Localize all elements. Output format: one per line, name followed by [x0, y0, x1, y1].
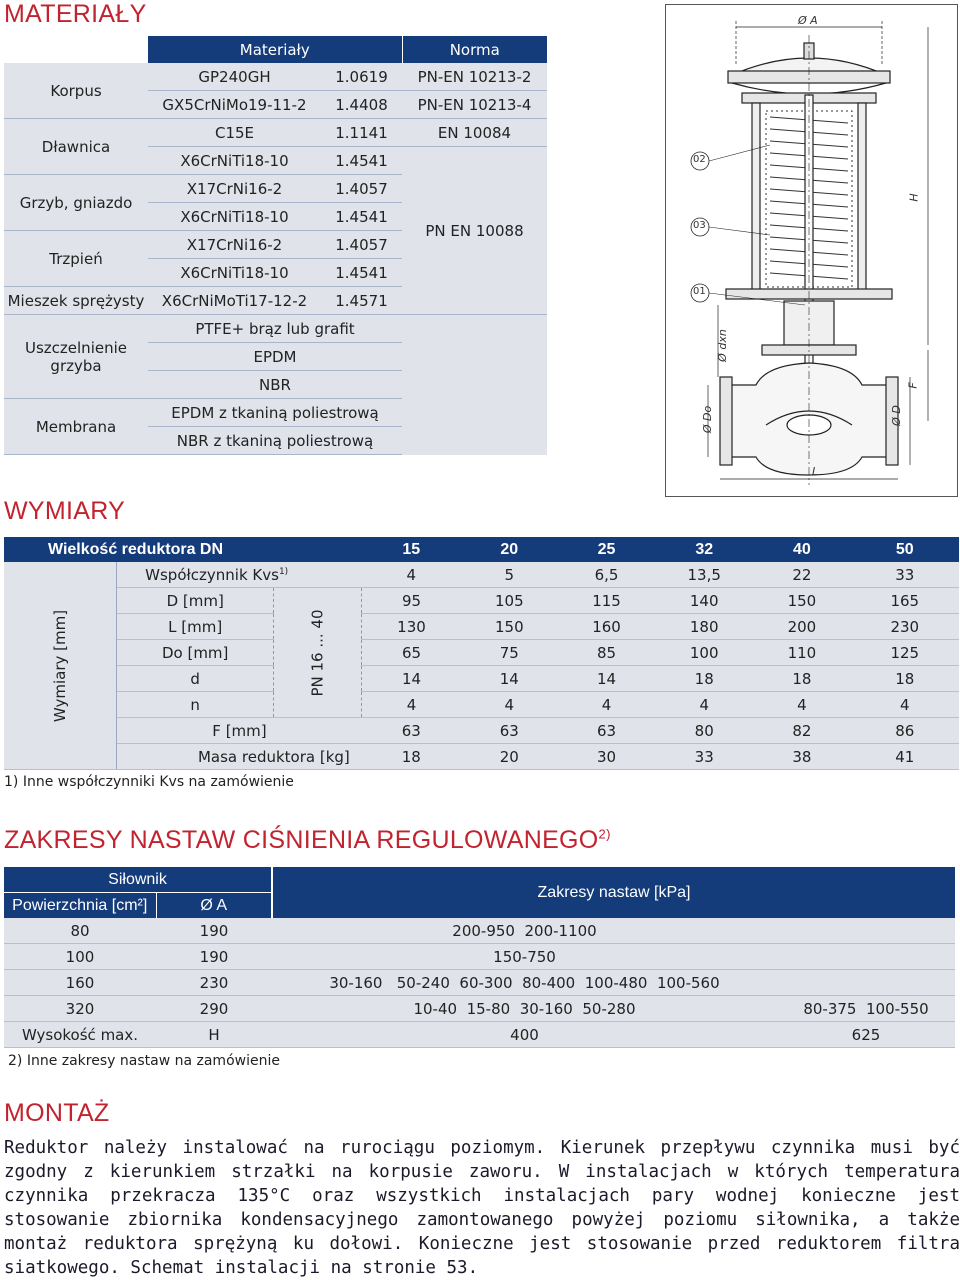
dim-value: 82 [753, 718, 850, 744]
material-cell: C15E [148, 119, 321, 147]
pn-label-text: PN 16 ... 40 [308, 608, 327, 697]
valve-technical-drawing [665, 4, 958, 497]
dim-value: 14 [461, 666, 558, 692]
table-row [4, 1022, 955, 1048]
part-uszczelnienie: Uszczelnienie grzyba [4, 315, 148, 399]
dimensions-table [4, 537, 959, 770]
dim-value: 63 [558, 718, 655, 744]
mass-value: 33 [655, 744, 753, 770]
table-row [4, 315, 547, 343]
dn-50: 50 [895, 540, 914, 558]
dim-label: D [mm] [117, 588, 274, 614]
material-cell: X17CrNi16-2 [148, 175, 321, 203]
dim-value: 86 [851, 718, 959, 744]
material-number: 1.4541 [321, 259, 402, 287]
material-number: 1.1141 [321, 119, 402, 147]
dim-value: 18 [753, 666, 850, 692]
drawing-label-dxn: Ø dxn [715, 329, 729, 362]
kvs-value: 5 [461, 562, 558, 588]
dim-value: 95 [362, 588, 461, 614]
dn-25: 25 [597, 540, 616, 558]
material-cell: NBR [148, 371, 402, 399]
table-row [4, 614, 959, 640]
drawing-label-l: L [812, 465, 819, 478]
table-row [4, 588, 959, 614]
table-row [4, 666, 959, 692]
actuator-header: Siłownik [108, 870, 167, 888]
dim-value: 130 [362, 614, 461, 640]
mass-value: 30 [558, 744, 655, 770]
material-cell: X6CrNiTi18-10 [148, 203, 321, 231]
material-number: 1.4571 [321, 287, 402, 315]
norm-cell: EN 10084 [402, 119, 547, 147]
material-number: 1.0619 [321, 63, 402, 91]
material-cell: NBR z tkaniną poliestrową [148, 427, 402, 455]
table-row [4, 562, 959, 588]
height-symbol: H [156, 1022, 272, 1048]
dim-label: F [mm] [117, 718, 362, 744]
area-header: Powierzchnia [cm²] [4, 893, 156, 919]
drawing-label-d: Ø D [889, 405, 903, 426]
drawing-label-a: Ø A [798, 14, 818, 27]
height-value-b: 625 [777, 1022, 955, 1048]
mass-value: 18 [362, 744, 461, 770]
mounting-text: Reduktor należy instalować na rurociągu poziomym. Kierunek przepływu czynnika musi być zgodny z kierunkiem strzałki na korpusie zaworu. W instalacjach w których temperatura czynnika przekracza 135°C oraz wszystkich instalacjach pary wodnej konieczne jest stosowanie zbiornika kondensacyjnego zamontowanego powyżej poziomu siłownika, a także montaż reduktora sprężyną ku dołowi. Konieczne jest stosowanie przed reduktorem filtra siatkowego. Schemat instalacji na stronie 53. [4, 1138, 960, 1278]
dim-value: 150 [753, 588, 850, 614]
mass-value: 20 [461, 744, 558, 770]
dim-value: 180 [655, 614, 753, 640]
pressure-note: 2) Inne zakresy nastaw na zamówienie [8, 1053, 280, 1069]
kvs-value: 33 [851, 562, 959, 588]
drawing-callout-01: 01 [693, 286, 706, 297]
dn-40: 40 [793, 540, 811, 558]
dim-value: 230 [851, 614, 959, 640]
materials-corner [4, 36, 148, 63]
dimensions-title: WYMIARY [4, 497, 126, 525]
dim-value: 63 [362, 718, 461, 744]
dn-20: 20 [500, 540, 519, 558]
part-membrana: Membrana [4, 399, 148, 455]
dim-value: 14 [362, 666, 461, 692]
kvs-value: 22 [753, 562, 850, 588]
kvs-value: 6,5 [558, 562, 655, 588]
dim-value: 18 [655, 666, 753, 692]
dim-value: 4 [851, 692, 959, 718]
dim-value: 150 [461, 614, 558, 640]
ranges-value: 10-40 15-80 30-160 50-280 [272, 996, 777, 1022]
dim-label: n [117, 692, 274, 718]
dim-value: 105 [461, 588, 558, 614]
diameter-value: 290 [156, 996, 272, 1022]
ranges-value: 150-750 [272, 944, 777, 970]
dimensions-side-label [4, 562, 117, 770]
pressure-title-sup: 2) [598, 826, 611, 842]
part-trzpien: Trzpień [4, 231, 148, 287]
part-dlawnica: Dławnica [4, 119, 148, 175]
material-cell: GP240GH [148, 63, 321, 91]
drawing-label-h: H [907, 193, 921, 202]
dim-value: 4 [655, 692, 753, 718]
material-cell: X6CrNiTi18-10 [148, 147, 321, 175]
material-cell: X17CrNi16-2 [148, 231, 321, 259]
dim-value: 160 [558, 614, 655, 640]
norm-cell: PN-EN 10213-4 [402, 91, 547, 119]
area-value: 160 [4, 970, 156, 996]
dim-value: 110 [753, 640, 850, 666]
ranges-value: 30-160 50-240 60-300 80-400 100-480 100-560 [272, 970, 777, 996]
dim-value: 18 [851, 666, 959, 692]
part-grzyb: Grzyb, gniazdo [4, 175, 148, 231]
table-row [4, 918, 955, 944]
kvs-value: 4 [362, 562, 461, 588]
material-number: 1.4408 [321, 91, 402, 119]
diameter-value: 190 [156, 918, 272, 944]
dim-value: 85 [558, 640, 655, 666]
pressure-title-text: ZAKRESY NASTAW CIŚNIENIA REGULOWANEGO [4, 826, 599, 854]
pressure-table [4, 867, 955, 1048]
diameter-header: Ø A [156, 893, 272, 919]
materials-header-material: Materiały [148, 36, 402, 63]
drawing-callout-02: 02 [693, 154, 706, 165]
norm-cell-merged: PN EN 10088 [402, 147, 547, 315]
part-korpus: Korpus [4, 63, 148, 119]
kvs-label-text: Współczynnik Kvs [145, 565, 279, 584]
pressure-title [4, 826, 611, 855]
kvs-label [117, 562, 362, 588]
table-row [4, 63, 547, 91]
ranges-value: 200-950 200-1100 [272, 918, 777, 944]
dimensions-header-label: Wielkość reduktora DN [48, 540, 224, 558]
area-value: 320 [4, 996, 156, 1022]
dimensions-note: 1) Inne współczynniki Kvs na zamówienie [4, 774, 294, 790]
norm-cell: PN-EN 10213-2 [402, 63, 547, 91]
drawing-callout-03: 03 [693, 220, 706, 231]
kvs-sup: 1) [278, 566, 289, 577]
dim-value: 75 [461, 640, 558, 666]
table-row [4, 119, 547, 147]
mounting-title: MONTAŻ [4, 1099, 110, 1127]
dim-value: 125 [851, 640, 959, 666]
dim-value: 165 [851, 588, 959, 614]
mass-label: Masa reduktora [kg] [117, 744, 362, 770]
kvs-value: 13,5 [655, 562, 753, 588]
height-label: Wysokość max. [4, 1022, 156, 1048]
table-row [4, 640, 959, 666]
material-cell: X6CrNiMoTi17-12-2 [148, 287, 321, 315]
ranges-extra: 80-375 100-550 [777, 996, 955, 1022]
material-number: 1.4057 [321, 231, 402, 259]
part-mieszek: Mieszek sprężysty [4, 287, 148, 315]
table-row [4, 744, 959, 770]
table-row [4, 718, 959, 744]
ranges-extra [777, 918, 955, 944]
materials-title: MATERIAŁY [4, 0, 147, 28]
pn-label [274, 588, 362, 718]
table-row [4, 692, 959, 718]
dim-label: d [117, 666, 274, 692]
ranges-extra [777, 970, 955, 996]
dim-label: L [mm] [117, 614, 274, 640]
dim-value: 4 [362, 692, 461, 718]
material-cell: EPDM [148, 343, 402, 371]
diameter-value: 230 [156, 970, 272, 996]
material-cell: GX5CrNiMo19-11-2 [148, 91, 321, 119]
dim-value: 200 [753, 614, 850, 640]
table-row [4, 944, 955, 970]
dim-value: 63 [461, 718, 558, 744]
material-number: 1.4541 [321, 147, 402, 175]
table-row [4, 970, 955, 996]
material-cell: PTFE+ brąz lub grafit [148, 315, 402, 343]
dim-value: 80 [655, 718, 753, 744]
dim-value: 4 [558, 692, 655, 718]
materials-table [4, 36, 547, 455]
ranges-header: Zakresy nastaw [kPa] [272, 867, 955, 918]
dim-value: 65 [362, 640, 461, 666]
material-number: 1.4057 [321, 175, 402, 203]
dim-value: 4 [461, 692, 558, 718]
drawing-label-do: Ø Do [701, 405, 715, 434]
ranges-extra [777, 944, 955, 970]
dim-value: 100 [655, 640, 753, 666]
material-cell: EPDM z tkaniną poliestrową [148, 399, 402, 427]
dn-32: 32 [695, 540, 714, 558]
norm-empty [402, 315, 547, 455]
diameter-value: 190 [156, 944, 272, 970]
area-value: 100 [4, 944, 156, 970]
drawing-label-f: F [906, 382, 920, 389]
area-value: 80 [4, 918, 156, 944]
dn-15: 15 [402, 540, 421, 558]
dim-value: 14 [558, 666, 655, 692]
table-row [4, 996, 955, 1022]
dim-value: 140 [655, 588, 753, 614]
height-value-a: 400 [272, 1022, 777, 1048]
materials-header-norm: Norma [402, 36, 547, 63]
mass-value: 38 [753, 744, 850, 770]
material-number: 1.4541 [321, 203, 402, 231]
dim-label: Do [mm] [117, 640, 274, 666]
dim-value: 4 [753, 692, 850, 718]
mass-value: 41 [851, 744, 959, 770]
material-cell: X6CrNiTi18-10 [148, 259, 321, 287]
dimensions-side-text: Wymiary [mm] [51, 609, 70, 722]
dim-value: 115 [558, 588, 655, 614]
